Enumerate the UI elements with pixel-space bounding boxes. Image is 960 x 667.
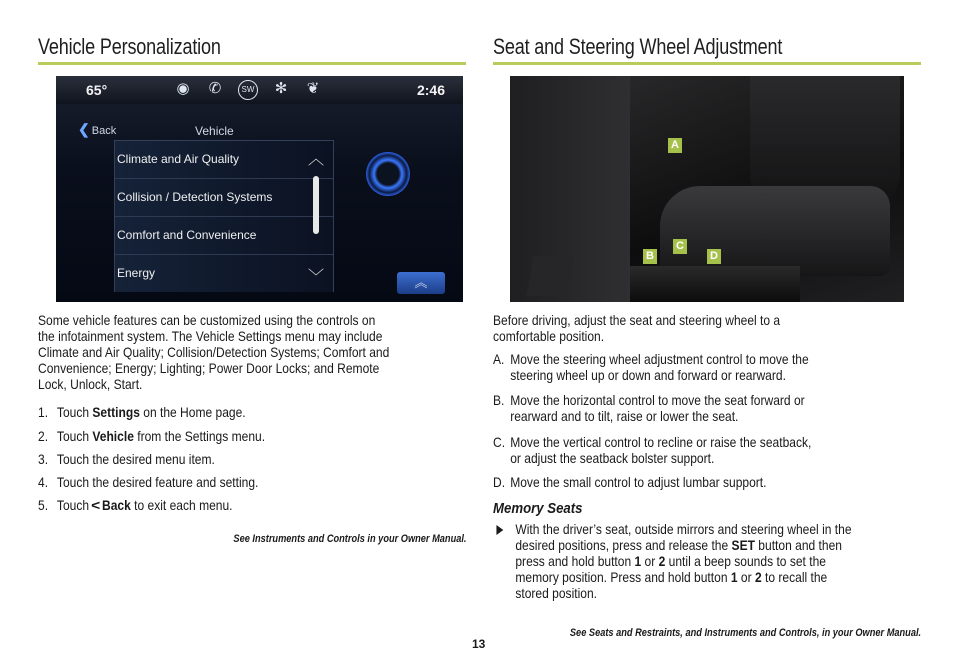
item-letter: C. [493,434,506,450]
screen-menu-item: Comfort and Convenience [115,217,333,255]
intro-line: Some vehicle features can be customized using the controls on [38,312,376,328]
item-text: steering wheel up or down and forward or rearward. [510,367,786,383]
leaf-icon: ❦ [306,80,320,97]
step-number: 3. [38,451,49,467]
page-number: 13 [472,637,486,651]
callout-b: B [643,249,657,264]
step-item [38,404,246,420]
double-chevron-up-icon: ︽ [397,272,445,294]
step-bold: Back [102,497,131,513]
see-also-note: See Instruments and Controls in your Owner Manual. [232,533,466,545]
callout-a: A [668,138,682,153]
intro-line: the infotainment system. The Vehicle Settings menu may include [38,328,383,344]
item-text: Move the steering wheel adjustment control to move the [510,351,809,367]
chevron-left-icon: ❮ [78,121,90,137]
seat-intro [493,312,780,344]
chevron-up-icon: ︿ [307,151,324,168]
screen-menu-list [114,140,334,292]
climate-icon: ✻ [274,80,288,97]
screen-temperature: 65° [86,82,108,98]
item-letter: B. [493,392,505,408]
adjust-item-b [493,392,805,424]
intro-line: Before driving, adjust the seat and steering wheel to a [493,312,781,328]
memory-seats-heading: Memory Seats [493,500,583,517]
screen-scrollbar [306,146,326,286]
step-number: 4. [38,474,49,490]
step-number: 2. [38,428,49,444]
chevron-left-icon: < [91,497,101,513]
step-number: 5. [38,497,49,513]
step-bold: Vehicle [92,428,134,444]
screen-menu-title: Vehicle [195,124,234,138]
nav-icon: ◉ [176,80,190,97]
item-text: Move the vertical control to recline or raise the seatback, [510,434,812,450]
intro-line: Climate and Air Quality; Collision/Detection Systems; Comfort and [38,344,390,360]
callout-d: D [707,249,721,264]
item-text: Move the horizontal control to move the seat forward or [510,392,805,408]
section-heading: Vehicle Personalization [38,34,221,59]
step-text: Touch [56,428,93,444]
step-item [38,474,258,490]
memory-text: or [641,553,659,569]
step-item [38,428,265,444]
adjust-item-a [493,351,809,383]
seat-cushion [660,186,890,276]
memory-text: With the driver’s seat, outside mirrors and steering wheel in the [515,521,852,537]
adjust-item-d [493,474,767,490]
step-text: from the Settings menu. [133,428,266,444]
control-knob-image [366,152,410,196]
intro-paragraph [38,312,389,392]
memory-text: press and hold button [515,553,635,569]
screen-menu-item: Collision / Detection Systems [115,179,333,217]
adjust-item-c [493,434,811,466]
memory-bold: SET [731,537,755,553]
chevron-down-icon: ﹀ [307,269,324,286]
screen-menu-item: Climate and Air Quality [115,141,333,179]
memory-text: desired positions, press and release the [515,537,732,553]
step-text: Touch the desired menu item. [56,451,215,467]
steering-wheel-icon: SW [238,80,258,100]
screen-back-label: Back [91,125,117,137]
step-item [38,497,233,513]
memory-text: memory position. Press and hold button [515,569,731,585]
screen-menu-item: Energy [115,255,333,292]
step-text: Touch the desired feature and setting. [56,474,259,490]
memory-seats-bullet [493,521,852,601]
screen-back-button [78,121,116,138]
memory-text: button and then [754,537,842,553]
intro-line: Convenience; Energy; Lighting; Power Door Locks; and Remote [38,360,380,376]
memory-bold: 2 [754,569,762,585]
step-text: on the Home page. [139,404,246,420]
intro-line: comfortable position. [493,328,605,344]
step-text: to exit each menu. [130,497,233,513]
memory-bold: 1 [634,553,642,569]
bullet-arrow-icon [496,525,503,535]
item-letter: D. [493,474,506,490]
item-letter: A. [493,351,505,367]
memory-text: or [737,569,755,585]
seat-controls-photo [510,76,904,302]
memory-text: to recall the [761,569,828,585]
step-text: Touch [56,404,93,420]
see-also-note: See Seats and Restraints, and Instruments and Controls, in your Owner Manual. [569,627,921,639]
phone-icon: ✆ [208,80,222,97]
memory-text: stored position. [515,585,598,601]
step-text: Touch [56,497,93,513]
memory-text: until a beep sounds to set the [665,553,826,569]
infotainment-screen-photo [56,76,463,302]
heading-rule [493,62,921,65]
section-heading: Seat and Steering Wheel Adjustment [493,34,783,59]
memory-bold: 1 [730,569,738,585]
scroll-thumb [313,176,319,234]
pedal [526,256,573,296]
step-bold: Settings [92,404,140,420]
memory-bold: 2 [658,553,666,569]
screen-clock: 2:46 [416,82,445,98]
step-number: 1. [38,404,49,420]
item-text: rearward and to tilt, raise or lower the seat. [510,408,739,424]
screen-status-icons [174,80,322,100]
callout-c: C [673,239,687,254]
item-text: Move the small control to adjust lumbar support. [510,474,767,490]
step-item [38,451,215,467]
intro-line: Lock, Unlock, Start. [38,376,143,392]
item-text: or adjust the seatback bolster support. [510,450,715,466]
heading-rule [38,62,466,65]
seat-track [630,266,800,302]
